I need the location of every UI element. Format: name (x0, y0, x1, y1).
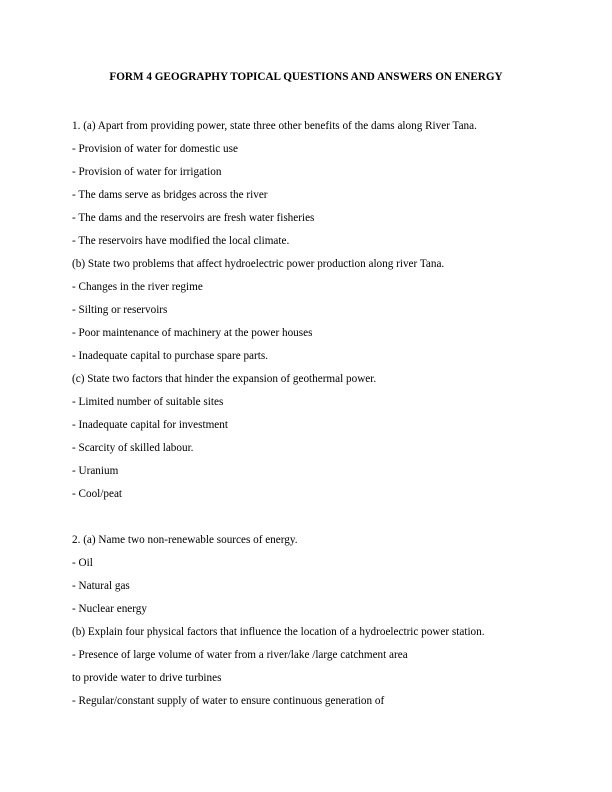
q2b-answer: - Regular/constant supply of water to ensure continuous generation of (72, 695, 385, 707)
page-title: FORM 4 GEOGRAPHY TOPICAL QUESTIONS AND ANSWERS ON ENERGY (109, 71, 503, 83)
q2a-answer: - Nuclear energy (72, 603, 147, 615)
q1c-answer: - Cool/peat (72, 488, 123, 500)
q1c-answer: - Scarcity of skilled labour. (72, 442, 194, 454)
q2a-answer: - Natural gas (72, 580, 130, 592)
q1a-answer: - The reservoirs have modified the local climate. (72, 235, 290, 247)
q1c-answer: - Limited number of suitable sites (72, 396, 224, 408)
q1a-question: 1. (a) Apart from providing power, state three other benefits of the dams along River Tana. (72, 120, 477, 132)
q2b-question: (b) Explain four physical factors that influence the location of a hydroelectric power station. (72, 626, 485, 638)
q1a-answer: - Provision of water for irrigation (72, 166, 222, 178)
q2a-answer: - Oil (72, 557, 93, 569)
q1a-answer: - The dams serve as bridges across the river (72, 189, 268, 201)
q2b-answer: - Presence of large volume of water from a river/lake /large catchment area (72, 649, 408, 661)
q2b-answer-continuation: to provide water to drive turbines (72, 672, 222, 684)
q1b-answer: - Changes in the river regime (72, 281, 203, 293)
q1c-answer: - Inadequate capital for investment (72, 419, 228, 431)
q1b-answer: - Inadequate capital to purchase spare parts. (72, 350, 268, 362)
q1a-answer: - Provision of water for domestic use (72, 143, 238, 155)
q1a-answer: - The dams and the reservoirs are fresh water fisheries (72, 212, 315, 224)
q1b-question: (b) State two problems that affect hydroelectric power production along river Tana. (72, 258, 445, 270)
q1b-answer: - Silting or reservoirs (72, 304, 168, 316)
q1b-answer: - Poor maintenance of machinery at the power houses (72, 327, 313, 339)
q1c-question: (c) State two factors that hinder the expansion of geothermal power. (72, 373, 377, 385)
q2a-question: 2. (a) Name two non-renewable sources of energy. (72, 534, 298, 546)
q1c-answer: - Uranium (72, 465, 119, 477)
